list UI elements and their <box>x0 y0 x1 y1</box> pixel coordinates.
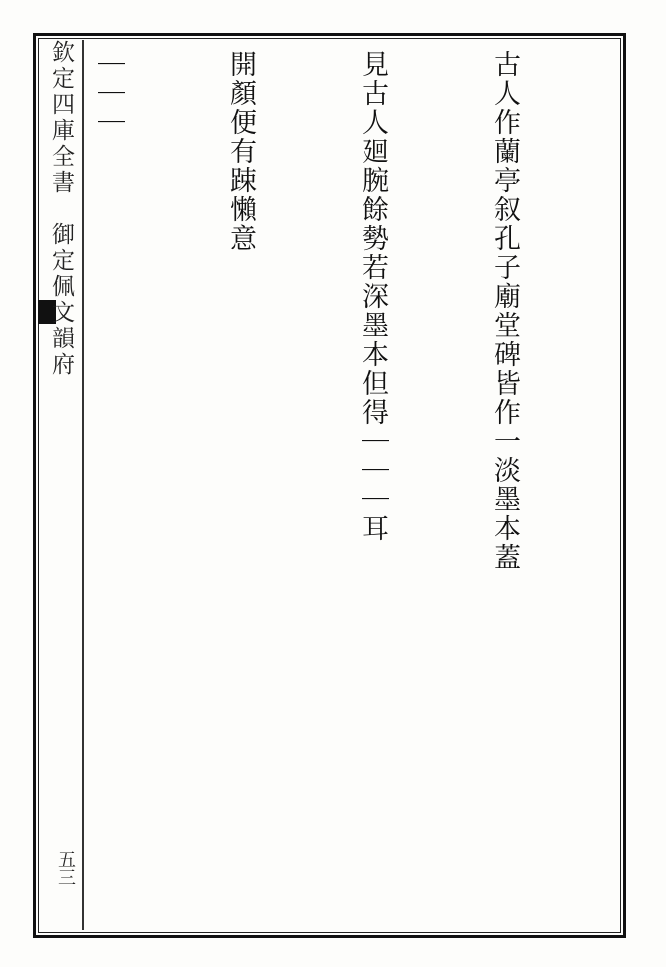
text-line: ｜｜｜ <box>93 50 124 137</box>
column-divider <box>82 40 84 930</box>
body-text <box>92 50 614 926</box>
running-title: 欽定四庫全書 御定佩文韻府 <box>48 40 74 378</box>
text-line: 古人作蘭亭叙孔子廟堂碑皆作一淡墨本蓋 <box>489 50 520 572</box>
text-line: 見古人廻腕餘勢若深墨本但得｜｜｜耳 <box>357 50 388 543</box>
page-number: 五三 <box>55 850 76 886</box>
text-line: 開顏便有踈懶意 <box>225 50 256 253</box>
